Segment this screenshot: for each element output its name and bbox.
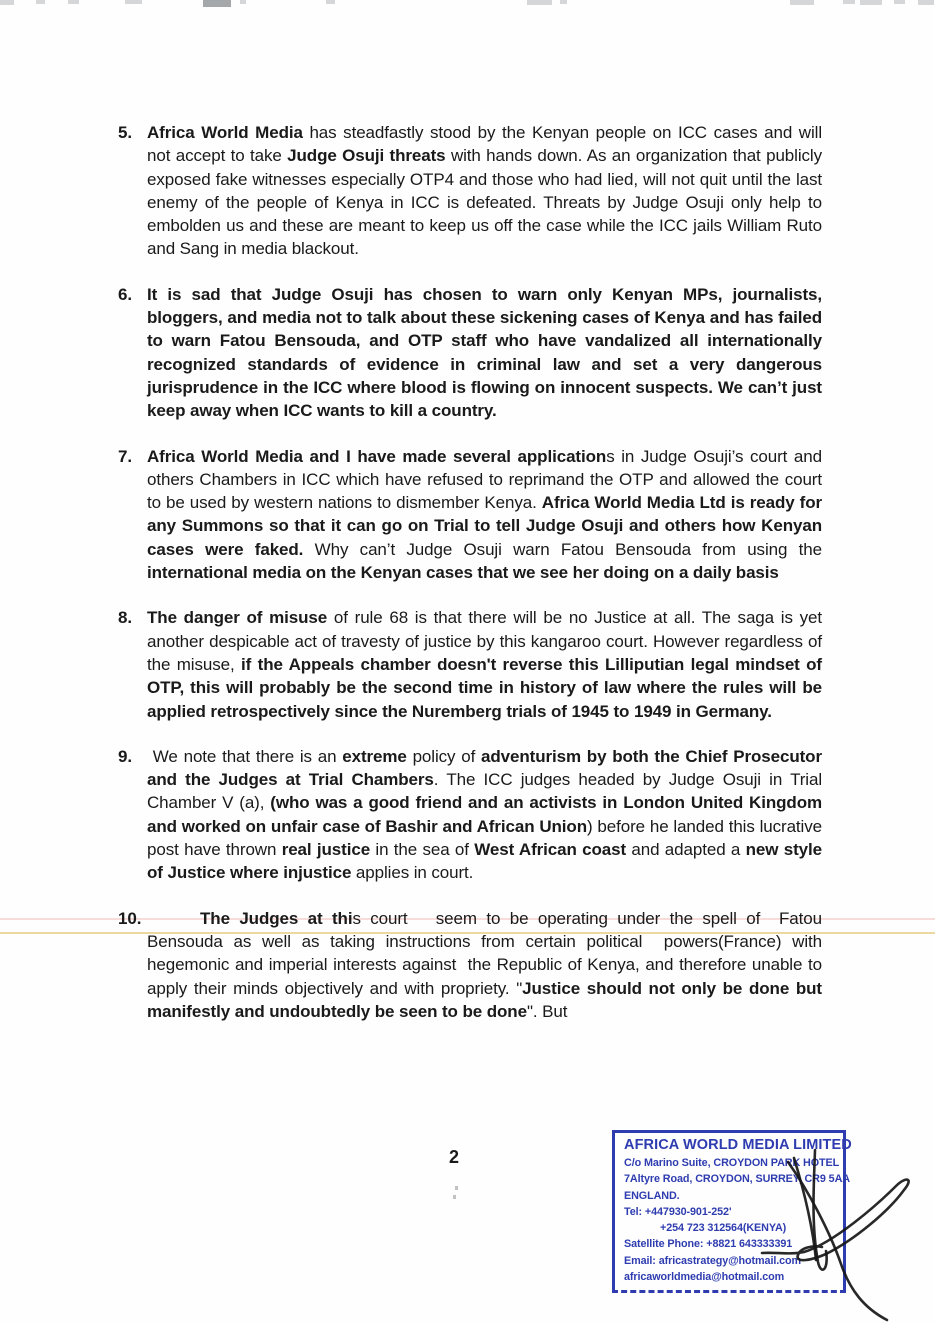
page-number: 2	[449, 1147, 460, 1167]
scan-mark	[36, 0, 45, 4]
scan-mark	[918, 0, 934, 5]
document-body	[118, 121, 822, 1023]
stamp-tel-line: Tel: +447930-901-252'	[624, 1205, 732, 1218]
stamp-email-line-2: africaworldmedia@hotmail.com	[624, 1271, 785, 1284]
scan-mark	[527, 0, 552, 5]
paragraph-item	[118, 606, 822, 722]
scan-mark	[560, 0, 567, 4]
stamp-tel-kenya-line: +254 723 312564(KENYA)	[660, 1222, 787, 1235]
paragraph-number: 7.	[118, 446, 132, 466]
paragraph-text: Africa World Media has steadfastly stood by the Kenyan people on ICC cases and will not accept to take Judge Osuji threats with hands down. As an organization that publicly exposed fake witnesses especially OTP4 and those who had lied, will not quit until the last enemy of the people of Kenya in ICC is defeated. Threats by Judge Osuji only help to embolden us and these are meant to keep us off the case while the ICC jails William Ruto and Sang in media blackout.	[147, 123, 822, 259]
scan-mark	[203, 0, 231, 7]
paragraph-item	[118, 121, 822, 261]
ink-speck	[453, 1195, 456, 1199]
paragraph-text: It is sad that Judge Osuji has chosen to warn only Kenyan MPs, journalists, bloggers, and media not to talk about these sickening cases of Kenya and has failed to warn Fatou Bensouda, and OTP staff who have vandalized all internationally recognized standards of evidence in criminal law and set a very dangerous jurisprudence in the ICC where blood is flowing on innocent suspects. We can’t just keep away when ICC wants to kill a country.	[147, 284, 822, 421]
scan-mark	[843, 0, 855, 4]
paragraph-item	[118, 907, 822, 1023]
stamp-email-line: Email: africastrategy@hotmail.com	[624, 1254, 802, 1267]
signature-tail	[788, 1162, 887, 1320]
scan-mark	[326, 0, 335, 4]
scan-mark	[240, 0, 246, 4]
signature-scribble	[738, 1142, 935, 1323]
signature-stroke	[814, 1150, 827, 1270]
paragraph-text: The danger of misuse of rule 68 is that there will be no Justice at all. The saga is yet another despicable act of travesty of justice by this kangaroo court. However regardless of the misuse, if the Appeals chamber doesn't reverse this Lilliputian legal mindset of OTP, this will probably be the second time in history of law where the rules will be applied retrospectively since the Nuremberg trials of 1945 to 1949 in Germany.	[147, 608, 822, 721]
paragraph-item	[118, 745, 822, 885]
paragraph-number: 6.	[118, 284, 132, 304]
paragraph-number: 9.	[118, 746, 132, 766]
scan-mark	[125, 0, 142, 4]
stamp-address-line: C/o Marino Suite, CROYDON PARK HOTEL	[624, 1157, 840, 1169]
scan-mark	[860, 0, 882, 5]
scan-mark	[68, 0, 79, 4]
stamp-satellite-line: Satellite Phone: +8821 643333391	[624, 1238, 793, 1251]
paragraph-item	[118, 445, 822, 585]
scan-mark	[0, 0, 14, 5]
paragraph-text: The Judges at this court seem to be operating under the spell of Fatou Bensouda as well as taking instructions from certain political powers(France) with hegemonic and imperial interests against the Republic of Kenya, and therefore unable to apply their minds objectively and with propriety. "Justice should not only be done but manifestly and undoubtedly be seen to be done". But	[147, 908, 822, 1021]
stamp-address-line: ENGLAND.	[624, 1189, 680, 1202]
stamp-address-line: 7Altyre Road, CROYDON, SURREY, CR9 5AA	[624, 1173, 850, 1186]
paragraph-item	[118, 283, 822, 423]
ink-speck	[455, 1186, 458, 1190]
paragraph-number: 5.	[118, 123, 132, 142]
paragraph-text: Africa World Media and I have made several applications in Judge Osuji’s court and others Chambers in ICC which have refused to reprimand the OTP and allowed the court to be used by western nations to dismember Kenya. Africa World Media Ltd is ready for any Summons so that it can go on Trial to tell Judge Osuji and others how Kenyan cases were faked. Why can’t Judge Osuji warn Fatou Bensouda from using the international media on the Kenyan cases that we see her doing on a daily basis	[147, 446, 822, 583]
paragraph-number: 8.	[118, 608, 132, 628]
scan-mark	[894, 0, 905, 4]
stamp-company-name: AFRICA WORLD MEDIA LIMITED	[624, 1137, 852, 1153]
paragraph-text: We note that there is an extreme policy of adventurism by both the Chief Prosecutor and the Judges at Trial Chambers. The ICC judges headed by Judge Osuji in Trial Chamber V (a), (who was a good friend and an activists in London United Kingdom and worked on unfair case of Bashir and African Union) before he landed this lucrative post have thrown real justice in the sea of West African coast and adapted a new style of Justice where injustice applies in court.	[147, 746, 822, 883]
scan-mark	[790, 0, 814, 5]
paragraph-number: 10.	[118, 908, 142, 928]
